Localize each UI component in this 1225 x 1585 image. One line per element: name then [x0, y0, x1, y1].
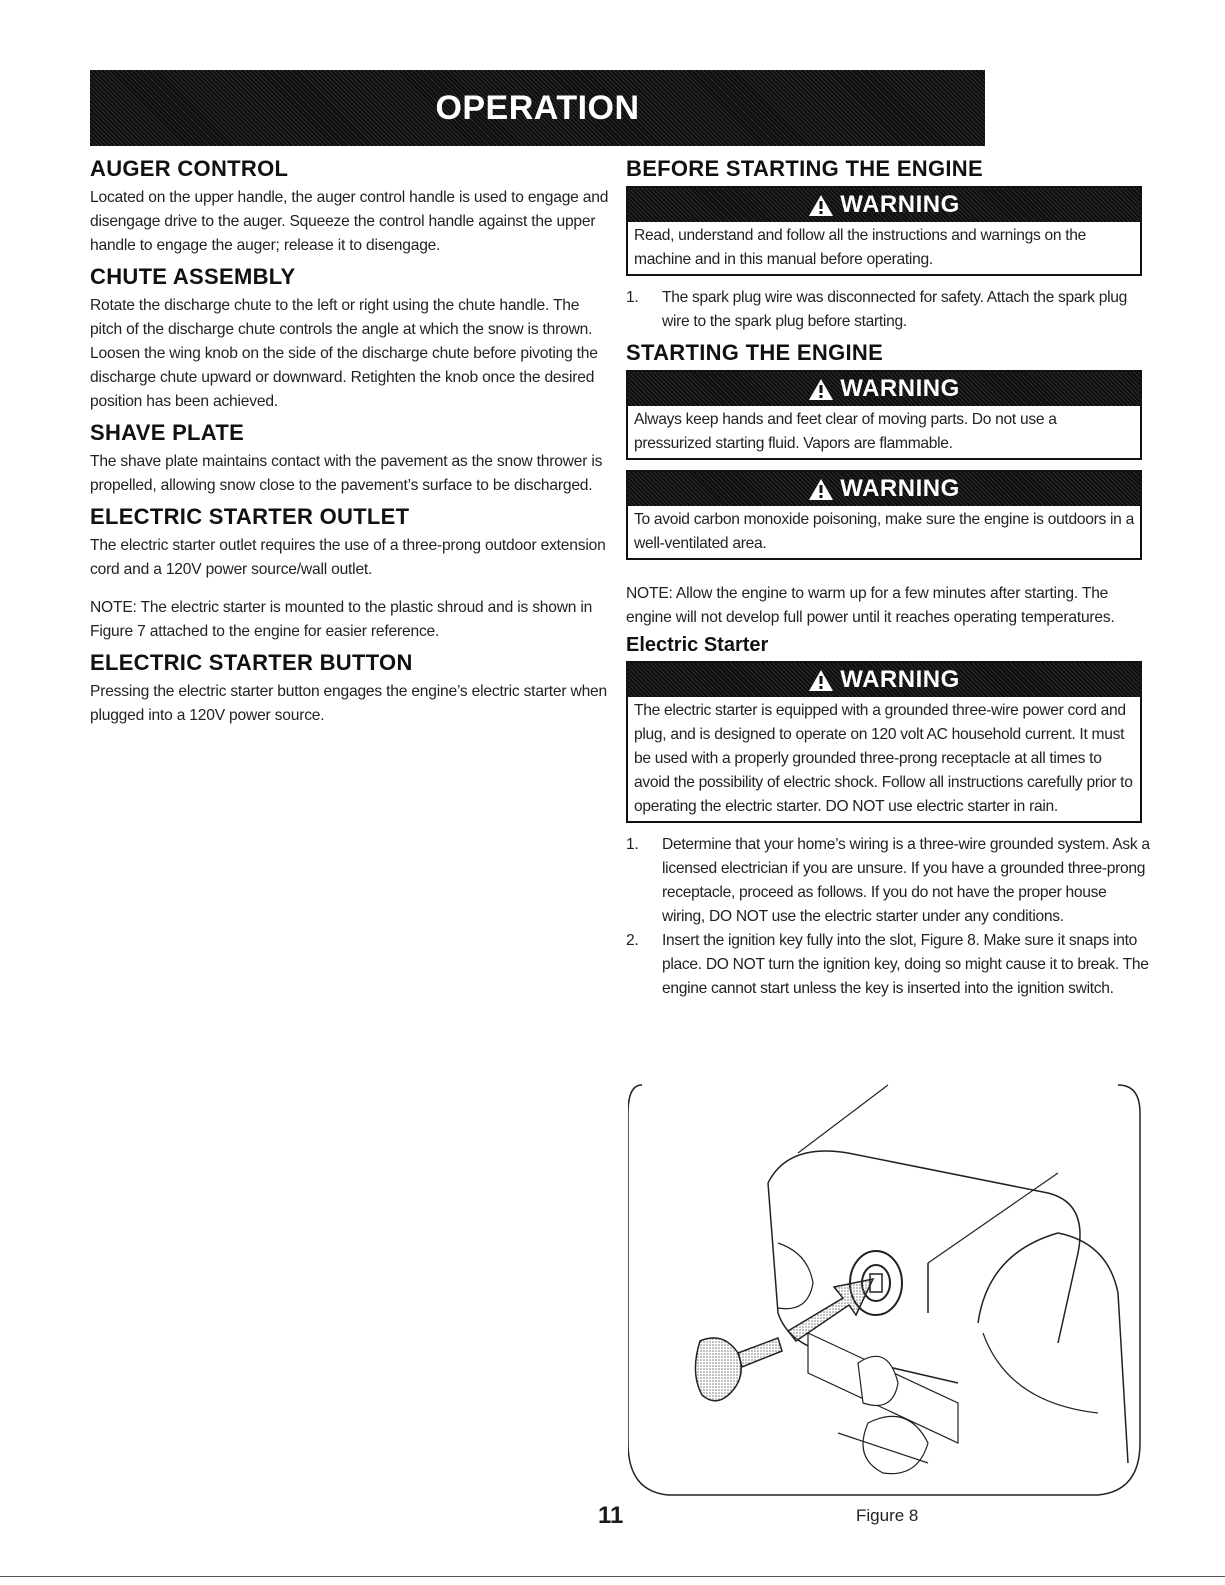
warning-label: WARNING	[840, 191, 960, 218]
chute-assembly-heading: CHUTE ASSEMBLY	[90, 264, 296, 289]
section-title: OPERATION	[435, 88, 640, 127]
warning-label: WARNING	[840, 475, 960, 502]
warning-triangle-icon	[808, 478, 834, 501]
warning-label: WARNING	[840, 666, 960, 693]
warning-box-electric-starter	[626, 661, 1142, 823]
shave-plate-text: The shave plate maintains contact with the pavement as the snow thrower is propelled, allowing snow close to the pavement’s surface to be discharged.	[90, 453, 603, 494]
step-text: Determine that your home’s wiring is a three-wire grounded system. Ask a licensed electrician if you are unsure. If you have a grounded three-prong receptacle, proceed as follows. If you do not have the proper house wiring, DO NOT use the electric starter under any conditions.	[662, 836, 1150, 925]
warning-text: To avoid carbon monoxide poisoning, make sure the engine is outdoors in a well-ventilated area.	[634, 511, 1134, 552]
section-banner	[90, 70, 985, 146]
auger-control-text: Located on the upper handle, the auger control handle is used to engage and disengage drive to the auger. Squeeze the control handle against the upper handle to engage the auger; release it to disengage.	[90, 189, 609, 254]
warning-box-carbon-monoxide	[626, 470, 1142, 560]
warning-header	[628, 372, 1140, 406]
page-bottom-rule	[0, 1576, 1225, 1577]
before-starting-heading: BEFORE STARTING THE ENGINE	[626, 156, 983, 181]
warning-header	[628, 663, 1140, 697]
list-item	[626, 286, 1152, 334]
list-item	[626, 929, 1152, 1001]
step-text: Insert the ignition key fully into the slot, Figure 8. Make sure it snaps into place. DO NOT turn the ignition key, doing so might cause it to break. The engine cannot start unless the key is inserted into the ignition switch.	[662, 932, 1149, 997]
step-number: 1.	[626, 289, 639, 306]
warning-label: WARNING	[840, 375, 960, 402]
warning-text: Read, understand and follow all the instructions and warnings on the machine and in this manual before operating.	[634, 227, 1087, 268]
shave-plate-heading: SHAVE PLATE	[90, 420, 245, 445]
step-number: 1.	[626, 836, 639, 853]
electric-starter-steps	[626, 833, 1152, 1001]
page-number: 11	[598, 1502, 624, 1529]
electric-starter-outlet-text: The electric starter outlet requires the use of a three-prong outdoor extension cord and a 120V power source/wall outlet.	[90, 537, 606, 578]
starting-engine-heading: STARTING THE ENGINE	[626, 340, 884, 365]
figure-caption: Figure 8	[856, 1506, 919, 1525]
chute-assembly-text: Rotate the discharge chute to the left or right using the chute handle. The pitch of the discharge chute controls the angle at which the snow is thrown. Loosen the wing knob on the side of the discharge chute before pivoting the discharge chute upward or downward. Retighten the knob once the desired position has been achieved.	[90, 297, 598, 410]
ignition-key-figure	[628, 1083, 1142, 1497]
warning-box-before-starting	[626, 186, 1142, 276]
warning-header	[628, 188, 1140, 222]
electric-starter-button-heading: ELECTRIC STARTER BUTTON	[90, 650, 413, 675]
warning-text: The electric starter is equipped with a grounded three-wire power cord and plug, and is designed to operate on 120 volt AC household current. It must be used with a properly grounded three-prong receptacle at all times to avoid the possibility of electric shock. Follow all instructions carefully prior to operating the electric starter. DO NOT use electric starter in rain.	[634, 702, 1133, 815]
right-column	[626, 150, 1152, 1007]
auger-control-heading: AUGER CONTROL	[90, 156, 289, 181]
warm-up-note: NOTE: Allow the engine to warm up for a few minutes after starting. The engine will not develop full power until it reaches operating temperatures.	[626, 585, 1115, 626]
electric-starter-heading: Electric Starter	[626, 634, 769, 656]
electric-starter-outlet-heading: ELECTRIC STARTER OUTLET	[90, 504, 410, 529]
left-column	[90, 150, 610, 730]
warning-text: Always keep hands and feet clear of moving parts. Do not use a pressurized starting fluid. Vapors are flammable.	[634, 411, 1057, 452]
warning-header	[628, 472, 1140, 506]
step-number: 2.	[626, 932, 639, 949]
warning-triangle-icon	[808, 378, 834, 401]
step-text: The spark plug wire was disconnected for safety. Attach the spark plug wire to the spark plug before starting.	[662, 289, 1127, 330]
warning-triangle-icon	[808, 194, 834, 217]
warning-box-moving-parts	[626, 370, 1142, 460]
electric-starter-button-text: Pressing the electric starter button engages the engine’s electric starter when plugged into a 120V power source.	[90, 683, 607, 724]
before-starting-steps	[626, 286, 1152, 334]
warning-triangle-icon	[808, 669, 834, 692]
list-item	[626, 833, 1152, 929]
electric-starter-outlet-note: NOTE: The electric starter is mounted to the plastic shroud and is shown in Figure 7 attached to the engine for easier reference.	[90, 599, 593, 640]
